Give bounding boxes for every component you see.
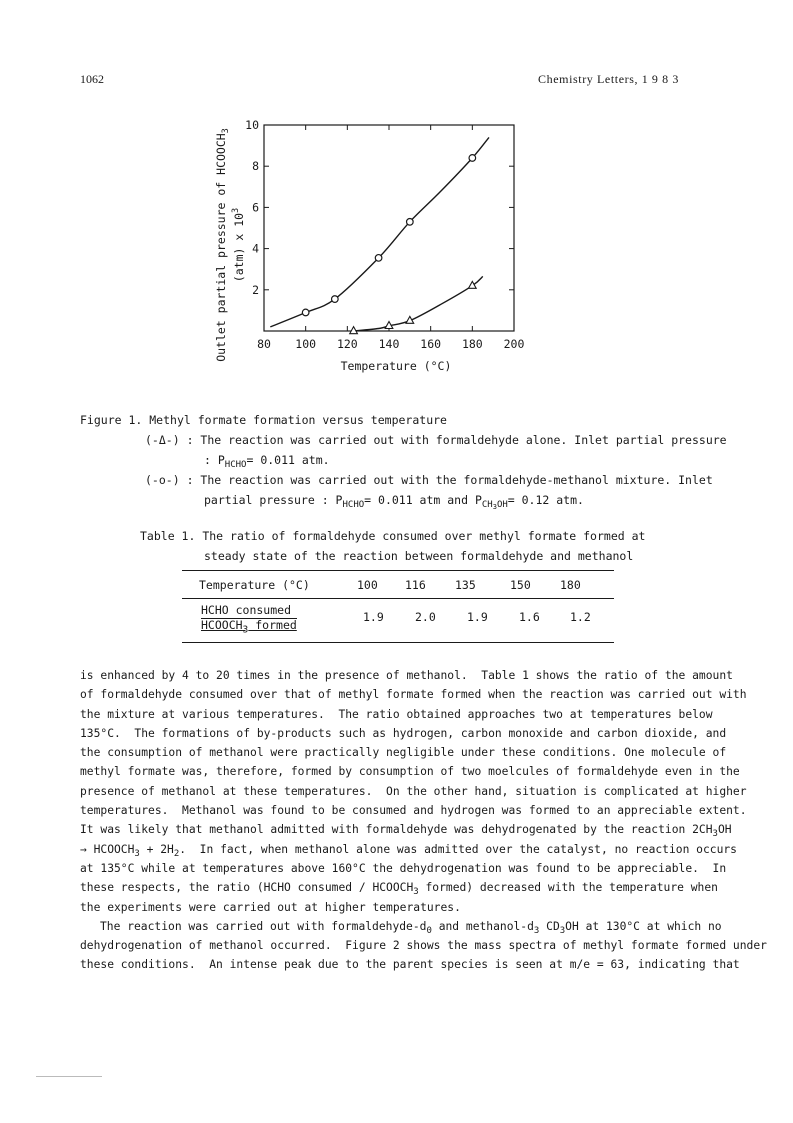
triangle-key: (-Δ-) [145, 433, 180, 447]
body-line: these respects, the ratio (HCHO consumed / $HCOOCH_3$ formed) decreased with the temperature when [80, 881, 718, 898]
table-mid-rule [182, 598, 614, 599]
circle-description: : The reaction was carried out with the formaldehyde-methanol mixture. Inlet [186, 473, 713, 487]
body-line: of formaldehyde consumed over that of methyl formate formed when the reaction was carried out with [80, 688, 747, 702]
circle-data-point [332, 296, 339, 303]
x-tick-label: 80 [257, 337, 271, 351]
body-line: presence of methanol at these temperatures. On the other hand, situation is complicated at higher [80, 784, 747, 798]
figure-caption-title: Methyl formate formation versus temperature [149, 413, 447, 427]
table-temp: 180 [560, 578, 581, 592]
circle-data-point [407, 219, 414, 226]
body-line: the mixture at various temperatures. The ratio obtained approaches two at temperatures below [80, 707, 713, 721]
x-tick-label: 140 [378, 337, 400, 351]
x-tick-label: 180 [461, 337, 483, 351]
table-header-label: Temperature (°C) [199, 578, 310, 592]
body-line: The reaction was carried out with formaldehyde-$d_0$ and methanol-$d_3$ $CD_3OH$ at 130°C at which no [100, 919, 722, 936]
table-top-rule [182, 570, 614, 571]
table-temp: 135 [455, 578, 476, 592]
x-tick-label: 100 [295, 337, 317, 351]
circle-key: (-o-) [145, 473, 180, 487]
table-temp: 100 [357, 578, 378, 592]
table-ratio: 2.0 [415, 610, 436, 624]
y-axis-label-line1: Outlet partial pressure of $HCOOCH_3$ [214, 128, 231, 362]
body-line: dehydrogenation of methanol occurred. Figure 2 shows the mass spectra of methyl formate formed under [80, 939, 767, 953]
table-ratio: 1.6 [519, 610, 540, 624]
circle-data-point [375, 255, 382, 262]
table-title [140, 526, 645, 566]
fraction-denominator: $HCOOCH_3$ formed [201, 618, 297, 636]
triangle-description: : The reaction was carried out with formaldehyde alone. Inlet partial pressure [186, 433, 727, 447]
body-line: It was likely that methanol admitted with formaldehyde was dehydrogenated by the reaction $2CH_3OH$ [80, 823, 732, 840]
y-axis-label-line2: (atm) x $10^3$ [231, 207, 246, 283]
table-title-line1: The ratio of formaldehyde consumed over methyl formate formed at [202, 529, 646, 543]
plot-frame [264, 125, 514, 331]
body-line: these conditions. An intense peak due to the parent species is seen at m/e = 63, indicating that [80, 958, 740, 972]
body-line: at 135°C while at temperatures above 160°C the dehydrogenation was found to be appreciable. In [80, 861, 727, 875]
fraction-numerator: HCHO consumed [201, 604, 297, 619]
body-line: the experiments were carried out at higher temperatures. [80, 900, 461, 914]
x-tick-label: 200 [503, 337, 525, 351]
table-temp: 116 [405, 578, 426, 592]
circle-condition: partial pressure : $P_{HCHO}= 0.011$ atm and $P_{CH_3OH}= 0.12$ atm. [204, 493, 584, 511]
table-title-line2: steady state of the reaction between formaldehyde and methanol [204, 549, 634, 563]
table-ratio: 1.2 [570, 610, 591, 624]
body-line: temperatures. Methanol was found to be consumed and hydrogen was formed to an appreciable extent. [80, 804, 747, 818]
circle-data-point [469, 155, 476, 162]
y-tick-label: 4 [252, 241, 259, 256]
y-tick-label: 8 [252, 159, 259, 174]
figure-caption [80, 410, 727, 510]
table-temp: 150 [510, 578, 531, 592]
journal-title: Chemistry Letters, 1 9 8 3 [538, 72, 679, 86]
ratio-fraction-label [201, 604, 297, 636]
circle-series-curve [270, 137, 489, 327]
body-line: 135°C. The formations of by-products such as hydrogen, carbon monoxide and carbon dioxide, and [80, 726, 727, 740]
circle-data-point [302, 309, 309, 316]
x-tick-label: 120 [336, 337, 358, 351]
y-tick-label: 6 [252, 200, 259, 215]
table-bottom-rule [182, 642, 614, 643]
body-text [80, 666, 767, 975]
body-line: the consumption of methanol were practically negligible under these conditions. One molecule of [80, 746, 727, 760]
table-ratio: 1.9 [467, 610, 488, 624]
body-line: methyl formate was, therefore, formed by consumption of two moelcules of formaldehyde even in the [80, 765, 740, 779]
methyl-formate-chart [200, 112, 530, 382]
page-number: 1062 [80, 72, 104, 86]
x-axis-label: Temperature (°C) [340, 359, 452, 373]
table-ratio: 1.9 [363, 610, 384, 624]
body-line: is enhanced by 4 to 20 times in the presence of methanol. Table 1 shows the ratio of the amount [80, 669, 733, 682]
body-line: → $HCOOCH_3 + 2H_2$. In fact, when methanol alone was admitted over the catalyst, no reaction occurs [80, 842, 737, 859]
triangle-data-point [468, 281, 476, 288]
footer-rule [36, 1076, 102, 1077]
y-tick-label: 2 [252, 282, 259, 297]
figure-caption-label: Figure 1. [80, 413, 143, 427]
triangle-series-curve [354, 276, 483, 331]
table-label: Table 1. [140, 529, 196, 543]
x-tick-label: 160 [420, 337, 442, 351]
triangle-condition: : $P_{HCHO}= 0.011$ atm. [204, 453, 330, 470]
y-tick-label: 10 [245, 118, 259, 132]
